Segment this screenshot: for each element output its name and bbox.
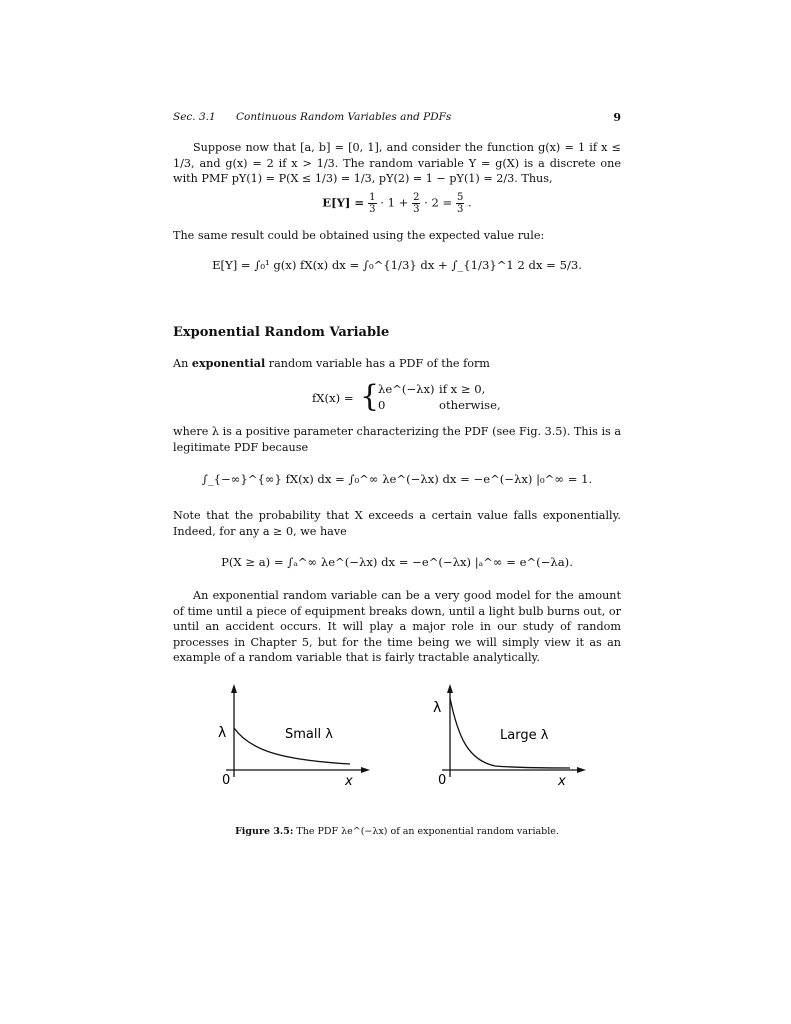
eq1-lhs: E[Y] = (322, 195, 369, 210)
right-origin-label: 0 (438, 773, 447, 788)
left-x-label: x (345, 774, 353, 789)
paragraph-legitimate-pdf: where λ is a positive parameter characterizing the PDF (see Fig. 3.5). This is a legitimate PDF because (173, 425, 621, 454)
page-number: 9 (613, 111, 621, 124)
eq1-frac-1: $\frac{1}{3}$ (369, 192, 376, 215)
figure-left-panel (218, 684, 370, 789)
figure-right-panel (433, 684, 586, 789)
eq1-frac-2: $\frac{2}{3}$ (413, 192, 420, 215)
left-y-arrow-icon (231, 684, 237, 693)
term-exponential: exponential (191, 356, 266, 370)
figure-caption (173, 826, 621, 837)
figure-exponential-pdf (200, 682, 600, 792)
eq1-end: . (468, 195, 472, 210)
right-x-label: x (558, 774, 566, 789)
running-head-title: Continuous Random Variables and PDFs (236, 111, 452, 123)
right-y-arrow-icon (447, 684, 453, 693)
left-y-label: λ (218, 725, 227, 741)
right-curve-label: Large λ (500, 728, 549, 743)
paragraph-pmf: Suppose now that [a, b] = [0, 1], and consider the function g(x) = 1 if x ≤ 1/3, and g(x) = 2 if x > 1/3. The random variable Y = g(X) is a discrete one with PMF pY(1) = P(X ≤ 1/3) = 1/3, pY(2) = 1 − pY(1) = 2/3. Thus, (173, 141, 621, 186)
paragraph-expected-value-rule: The same result could be obtained using the expected value rule: (173, 229, 545, 242)
paragraph-exponential-intro: An exponential random variable has a PDF of the form (173, 356, 490, 370)
equation-expected-value (173, 192, 621, 215)
caption-text: The PDF λe^(−λx) of an exponential random variable. (293, 826, 559, 837)
eq3-case1: λe^(−λx) (378, 382, 435, 396)
right-x-arrow-icon (577, 767, 586, 773)
eq3-case2: 0 (378, 398, 386, 412)
eq3-cond1: if x ≥ 0, (439, 382, 486, 396)
eq3-brace: { (360, 379, 380, 414)
eq1-mid: · 1 + (380, 195, 413, 210)
eq3-cond2: otherwise, (439, 398, 501, 412)
left-curve-label: Small λ (285, 727, 333, 742)
paragraph-applications: An exponential random variable can be a very good model for the amount of time until a piece of equipment breaks down, until a light bulb burns out, or until an accident occurs. It will play a major role in our study of random processes in Chapter 5, but for the time being we will simply view it as an example of a random variable that is fairly tractable analytically. (173, 589, 621, 665)
equation-normalization: ∫_{−∞}^{∞} fX(x) dx = ∫₀^∞ λe^(−λx) dx = −e^(−λx) |₀^∞ = 1. (201, 472, 593, 486)
equation-tail-probability: P(X ≥ a) = ∫ₐ^∞ λe^(−λx) dx = −e^(−λx) |ₐ^∞ = e^(−λa). (221, 555, 573, 569)
eq3-lhs: fX(x) = (312, 391, 354, 405)
eq1-mid2: · 2 = (424, 195, 456, 210)
left-origin-label: 0 (222, 773, 231, 788)
caption-label: Figure 3.5: (235, 826, 294, 837)
right-y-label: λ (433, 700, 442, 716)
eq1-frac-3: $\frac{5}{3}$ (456, 192, 464, 215)
section-heading-exponential: Exponential Random Variable (173, 325, 390, 340)
equation-expected-value-rule: E[Y] = ∫₀¹ g(x) fX(x) dx = ∫₀^{1/3} dx + ∫_{1/3}^1 2 dx = 5/3. (212, 258, 582, 272)
left-x-arrow-icon (361, 767, 370, 773)
paragraph-tail-probability: Note that the probability that X exceeds a certain value falls exponentially. Indeed, for any a ≥ 0, we have (173, 509, 621, 538)
running-head-section: Sec. 3.1 (173, 111, 216, 123)
